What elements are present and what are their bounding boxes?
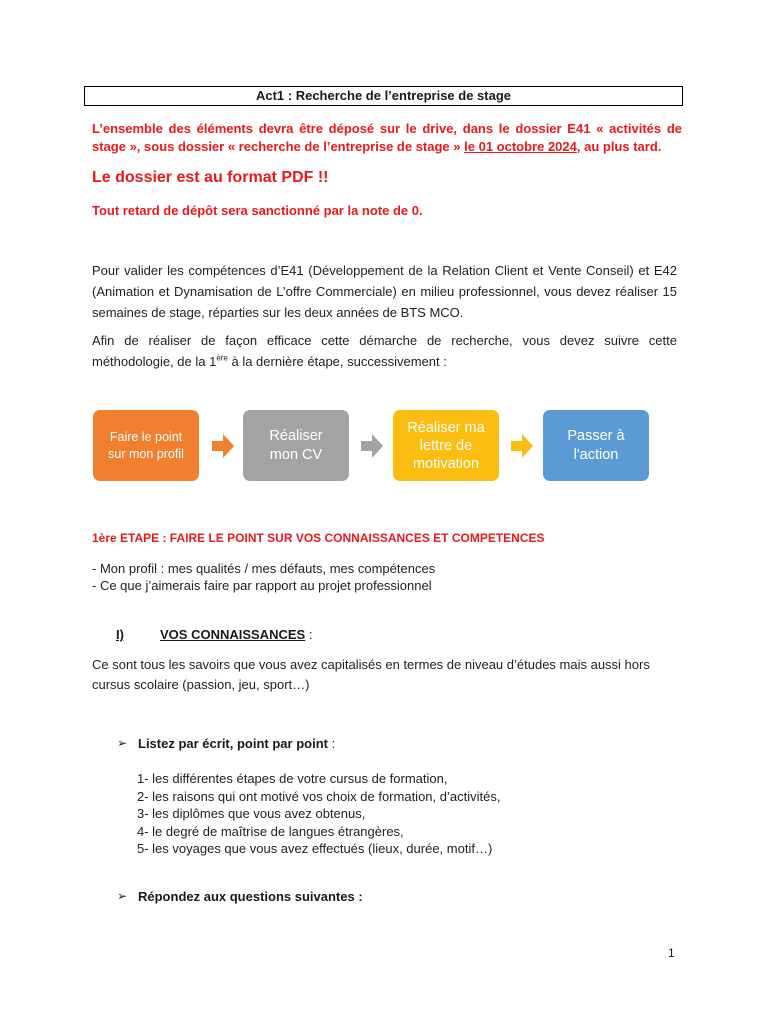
process-step-letter [393,410,499,481]
deadline-suffix: , au plus tard. [576,139,662,154]
section-title [160,626,312,643]
list-item: 2- les raisons qui ont motivé vos choix de formation, d’activités, [137,788,501,804]
arrow-right-icon [361,434,383,458]
step1-heading: 1ère ETAPE : FAIRE LE POINT SUR VOS CONNAISSANCES ET COMPETENCES [92,531,545,545]
section-description: cursus scolaire (passion, jeu, sport…) [92,677,310,692]
late-penalty-notice: Tout retard de dépôt sera sanctionné par la note de 0. [92,203,423,218]
step-label: lettre de [419,437,473,454]
process-step-action [543,410,649,481]
step-label: sur mon profil [108,446,184,461]
step-label: Faire le point [109,429,183,444]
instruction-list-heading [138,735,335,752]
step-label: mon CV [269,446,323,463]
arrow-bullet-icon: ➢ [117,736,128,750]
list-item: 1- les différentes étapes de votre cursus de formation, [137,771,448,786]
step1-item: - Ce que j’aimerais faire par rapport au projet professionnel [92,578,432,593]
arrow-right-icon [212,434,234,458]
pdf-format-notice: Le dossier est au format PDF !! [92,169,329,186]
method-text: Afin de réaliser de façon efficace cette démarche de recherche, vous devez suivre cette méthodologie, de la 1 [92,333,677,369]
list-item: 3- les diplômes que vous avez obtenus, [137,806,366,821]
step-label: Réaliser ma [407,419,485,436]
step-label: Réaliser [269,427,323,444]
method-paragraph [92,330,677,372]
instruction-text: Listez par écrit, point par point [138,736,328,751]
step-label: motivation [412,455,480,472]
arrow-bullet-icon: ➢ [117,889,128,903]
list-item: 4- le degré de maîtrise de langues étrangères, [137,823,404,839]
intro-paragraph: Pour valider les compétences d’E41 (Développement de la Relation Client et Vente Conseil) et E42 (Animation et Dynamisation de L’offre Commerciale) en milieu professionnel, vous devez réaliser 15 semaines de stage, réparties sur les deux années de BTS MCO. [92,263,677,320]
section-number: I) [116,627,124,642]
activity-title: Act1 : Recherche de l’entreprise de stage [84,86,683,106]
deadline-notice [92,120,682,156]
deadline-text: L’ensemble des éléments devra être déposé sur le drive, dans le dossier E41 « activités de stage », sous dossier « recherche de l’entreprise de stage » [92,121,682,154]
step-label: Passer à [567,427,625,444]
step-label: l'action [573,446,619,463]
method-text-end: à la dernière étape, successivement : [227,354,447,369]
questions-heading: Répondez aux questions suivantes : [138,889,363,904]
page-number: 1 [668,946,675,960]
list-item: 5- les voyages que vous avez effectués (lieux, durée, motif…) [137,841,493,856]
process-step-profile [93,410,199,481]
step1-item: - Mon profil : mes qualités / mes défauts, mes compétences [92,561,436,576]
arrow-right-icon [511,434,533,458]
process-step-cv [243,410,349,481]
numbered-list [137,770,500,858]
section-title-text: VOS CONNAISSANCES [160,627,306,642]
deadline-date: le 01 octobre 2024 [464,139,577,154]
instruction-suffix: : [327,736,336,751]
method-superscript: ère [216,353,228,363]
section-description: Ce sont tous les savoirs que vous avez capitalisés en termes de niveau d’études mais aussi hors [92,657,650,672]
section-title-suffix: : [305,627,313,642]
